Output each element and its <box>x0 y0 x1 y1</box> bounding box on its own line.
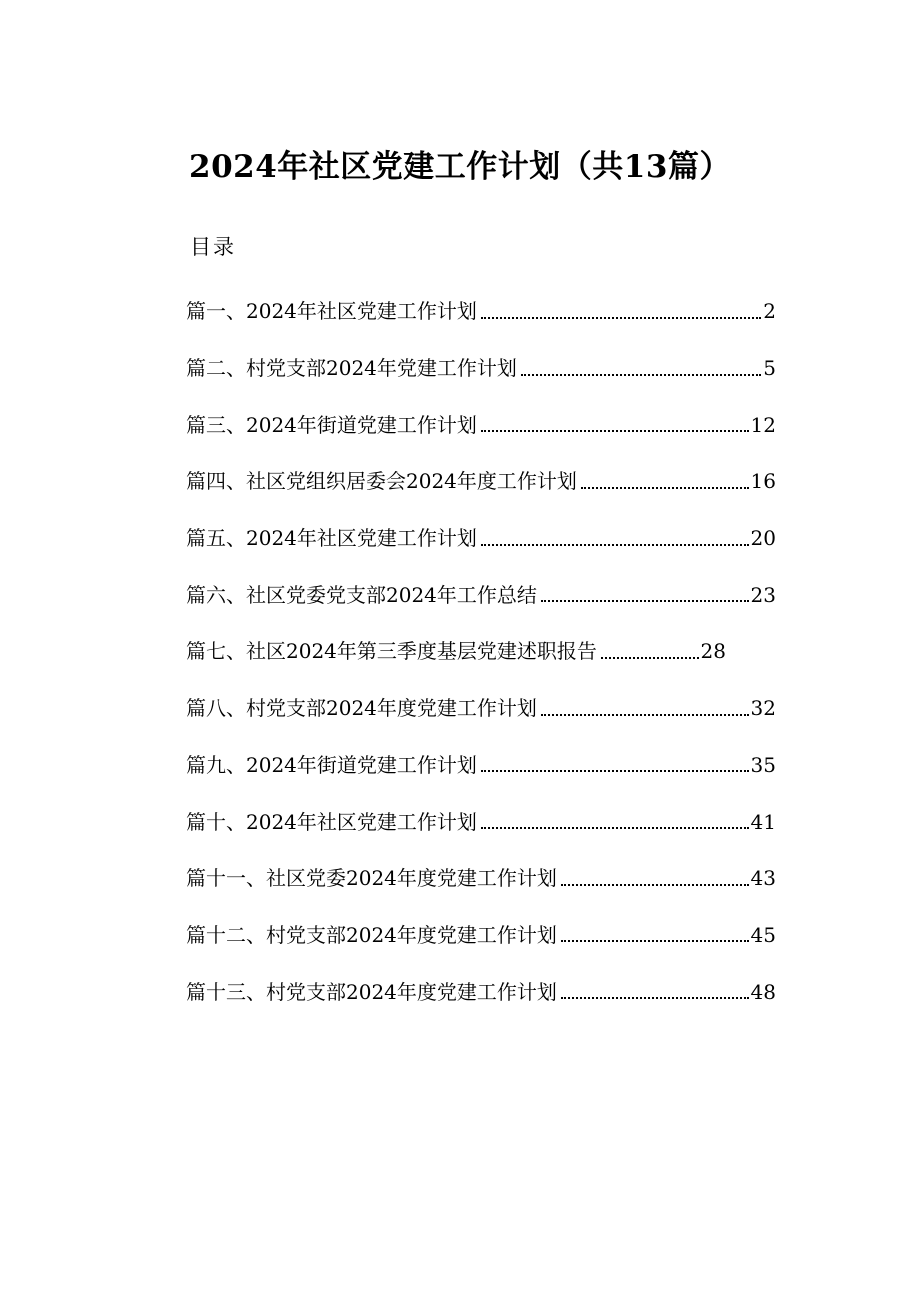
toc-dot-leader <box>561 996 749 999</box>
toc-dot-leader <box>541 599 749 602</box>
toc-entry-1[interactable] <box>186 283 776 340</box>
toc-entry-title: 篇十、2024年社区党建工作计划 <box>186 809 477 834</box>
toc-entry-title: 篇七、社区2024年第三季度基层党建述职报告 <box>186 639 597 664</box>
toc-dot-leader <box>481 826 749 829</box>
table-of-contents <box>186 283 776 1020</box>
toc-dot-leader <box>601 656 699 659</box>
toc-page-number: 20 <box>750 526 776 551</box>
toc-entry-10[interactable] <box>186 793 776 850</box>
toc-dot-leader <box>481 316 761 319</box>
document-title: 2024年社区党建工作计划（共13篇） <box>189 149 731 185</box>
toc-heading: 目录 <box>190 235 236 259</box>
toc-page-number: 32 <box>750 696 776 721</box>
toc-page-number: 16 <box>750 469 776 494</box>
toc-entry-title: 篇八、村党支部2024年度党建工作计划 <box>186 696 537 721</box>
toc-dot-leader <box>581 486 749 489</box>
toc-entry-title: 篇一、2024年社区党建工作计划 <box>186 299 477 324</box>
toc-entry-title: 篇五、2024年社区党建工作计划 <box>186 526 477 551</box>
toc-page-number: 28 <box>700 639 726 664</box>
toc-entry-title: 篇九、2024年街道党建工作计划 <box>186 752 477 777</box>
toc-entry-title: 篇十一、社区党委2024年度党建工作计划 <box>186 866 557 891</box>
toc-page-number: 45 <box>750 922 776 947</box>
toc-page-number: 48 <box>750 979 776 1004</box>
toc-entry-title: 篇三、2024年街道党建工作计划 <box>186 412 477 437</box>
toc-entry-4[interactable] <box>186 453 776 510</box>
toc-entry-8[interactable] <box>186 680 776 737</box>
toc-dot-leader <box>481 543 749 546</box>
toc-dot-leader <box>481 429 749 432</box>
toc-page-number: 41 <box>750 809 776 834</box>
toc-entry-11[interactable] <box>186 850 776 907</box>
toc-dot-leader <box>521 373 761 376</box>
toc-entry-7[interactable] <box>186 623 726 680</box>
toc-page-number: 2 <box>763 299 776 324</box>
toc-entry-13[interactable] <box>186 963 776 1020</box>
toc-page-number: 35 <box>750 752 776 777</box>
toc-entry-9[interactable] <box>186 737 776 794</box>
toc-dot-leader <box>561 883 749 886</box>
toc-entry-title: 篇十三、村党支部2024年度党建工作计划 <box>186 979 557 1004</box>
toc-entry-5[interactable] <box>186 510 776 567</box>
toc-entry-2[interactable] <box>186 340 776 397</box>
toc-entry-title: 篇十二、村党支部2024年度党建工作计划 <box>186 922 557 947</box>
toc-page-number: 23 <box>750 582 776 607</box>
toc-page-number: 12 <box>750 412 776 437</box>
toc-entry-12[interactable] <box>186 907 776 964</box>
toc-page-number: 5 <box>763 356 776 381</box>
toc-dot-leader <box>561 939 749 942</box>
toc-entry-title: 篇六、社区党委党支部2024年工作总结 <box>186 582 537 607</box>
toc-entry-title: 篇四、社区党组织居委会2024年度工作计划 <box>186 469 577 494</box>
toc-entry-title: 篇二、村党支部2024年党建工作计划 <box>186 356 517 381</box>
toc-dot-leader <box>541 713 749 716</box>
toc-dot-leader <box>481 769 749 772</box>
toc-entry-6[interactable] <box>186 566 776 623</box>
toc-page-number: 43 <box>750 866 776 891</box>
toc-entry-3[interactable] <box>186 396 776 453</box>
